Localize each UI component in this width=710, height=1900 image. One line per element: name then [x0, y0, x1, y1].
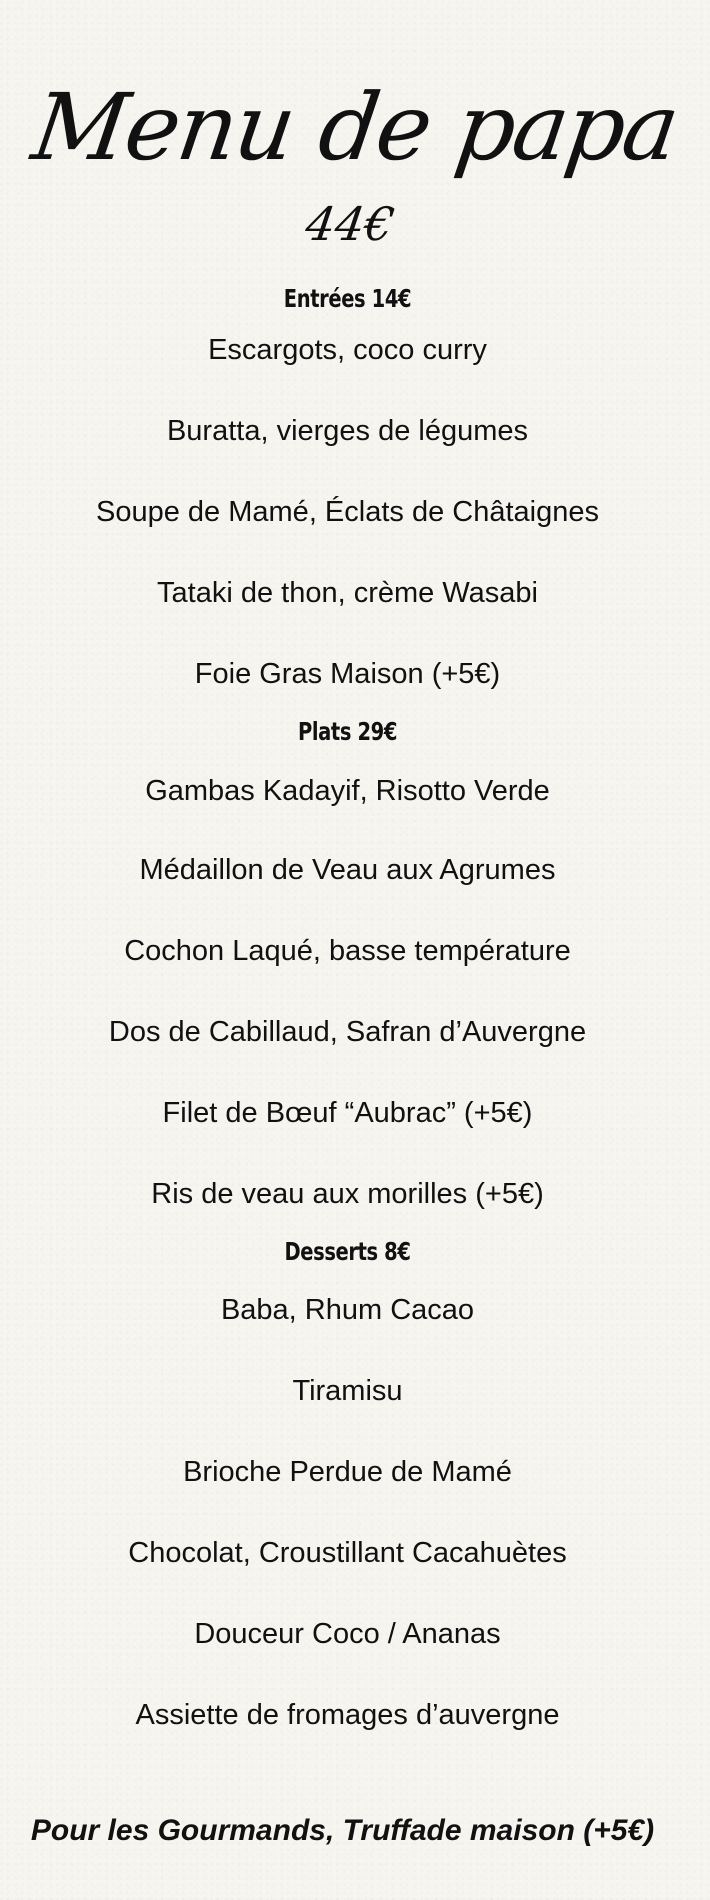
menu-title: Menu de papa: [26, 74, 684, 181]
dessert-item: Assiette de fromages d’auvergne: [135, 1699, 560, 1731]
entree-item: Soupe de Mamé, Éclats de Châtaignes: [96, 496, 599, 528]
entree-item: Buratta, vierges de légumes: [166, 415, 529, 447]
plat-item: Cochon Laqué, basse température: [124, 935, 571, 967]
entrees-heading: Entrées 14€: [283, 284, 412, 313]
dessert-item: Baba, Rhum Cacao: [220, 1294, 475, 1326]
plat-item: Médaillon de Veau aux Agrumes: [139, 854, 556, 886]
plats-heading: Plats 29€: [297, 717, 398, 746]
entree-item: Foie Gras Maison (+5€): [194, 658, 501, 690]
plat-item: Filet de Bœuf “Aubrac” (+5€): [162, 1097, 533, 1129]
dessert-item: Tiramisu: [292, 1375, 403, 1407]
plat-item: Gambas Kadayif, Risotto Verde: [145, 775, 550, 807]
entree-item: Tataki de thon, crème Wasabi: [157, 577, 538, 609]
desserts-heading: Desserts 8€: [284, 1237, 411, 1266]
footer-note: Pour les Gourmands, Truffade maison (+5€): [30, 1814, 655, 1847]
plat-item: Dos de Cabillaud, Safran d’Auvergne: [108, 1016, 587, 1048]
entree-item: Escargots, coco curry: [208, 334, 487, 366]
dessert-item: Douceur Coco / Ananas: [194, 1618, 501, 1650]
dessert-item: Brioche Perdue de Mamé: [183, 1456, 512, 1488]
menu-price: 44€: [302, 197, 398, 251]
plat-item: Ris de veau aux morilles (+5€): [151, 1178, 544, 1210]
dessert-item: Chocolat, Croustillant Cacahuètes: [128, 1537, 567, 1569]
